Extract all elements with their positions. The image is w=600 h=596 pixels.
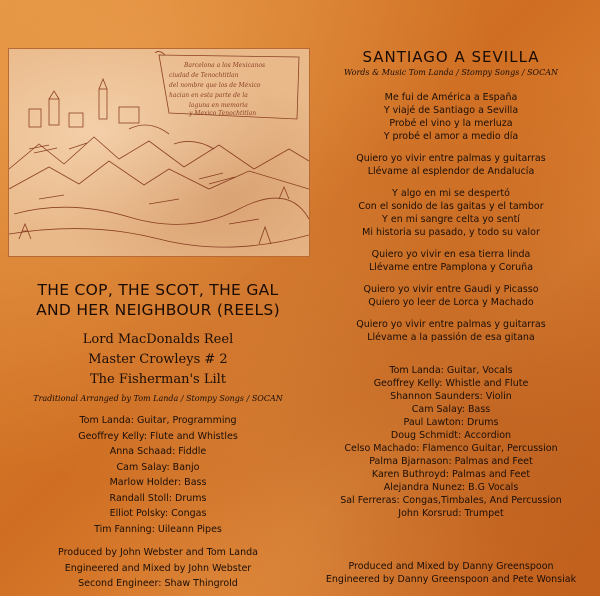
tune-title: The Fisherman's Lilt bbox=[90, 372, 226, 387]
reels-title-line-1: THE COP, THE SCOT, THE GAL bbox=[37, 281, 279, 299]
lyric-line: Y algo en mi se despertó bbox=[392, 188, 510, 199]
production-credit: Engineered and Mixed by John Webster bbox=[64, 562, 252, 574]
lyric-line: Quiero yo vivir entre palmas y guitarras bbox=[356, 153, 546, 164]
lyric-stanza bbox=[310, 283, 592, 309]
reels-credit: Traditional Arranged by Tom Landa / Stompy Songs / SOCAN bbox=[33, 394, 283, 403]
lyric-line: Me fui de América a España bbox=[384, 92, 518, 103]
musician-credit: Tom Landa: Guitar, Programming bbox=[79, 415, 237, 426]
lyric-line: Quiero yo leer de Lorca y Machado bbox=[368, 297, 534, 308]
musician-credit: John Korsrud: Trumpet bbox=[398, 508, 504, 519]
lyric-stanza bbox=[310, 248, 592, 274]
lyric-line: Y en mi sangre celta yo sentí bbox=[382, 214, 520, 225]
musician-credit: Paul Lawton: Drums bbox=[403, 417, 499, 428]
lyric-line: Llévame entre Pamplona y Coruña bbox=[368, 262, 534, 273]
reels-production-credits bbox=[8, 545, 308, 592]
song-title: SANTIAGO A SEVILLA bbox=[362, 48, 540, 66]
song-credit: Words & Music Tom Landa / Stompy Songs / SOCAN bbox=[343, 68, 559, 77]
reels-title bbox=[8, 280, 308, 320]
antique-engraving-image bbox=[8, 48, 310, 257]
musician-credit: Alejandra Nunez: B.G Vocals bbox=[383, 482, 519, 493]
musician-credit: Geoffrey Kelly: Whistle and Flute bbox=[373, 378, 529, 389]
lyric-line: Quiero yo vivir entre Gaudi y Picasso bbox=[363, 284, 539, 295]
production-credit: Produced and Mixed by Danny Greenspoon bbox=[348, 561, 554, 572]
musician-credit: Anna Schaad: Fiddle bbox=[109, 446, 207, 457]
musician-credit: Randall Stoll: Drums bbox=[109, 492, 207, 504]
song-section bbox=[310, 48, 592, 520]
lyric-stanza bbox=[310, 91, 592, 143]
musician-credit: Shannon Saunders: Violin bbox=[390, 391, 512, 402]
production-credit: Engineered by Danny Greenspoon and Pete Wonsiak bbox=[325, 574, 577, 585]
reels-musician-list bbox=[8, 413, 308, 537]
musician-credit: Cam Salay: Banjo bbox=[116, 461, 200, 473]
musician-credit: Marlow Holder: Bass bbox=[109, 477, 207, 488]
engraving-caption-4: hacian en esta parte de la bbox=[169, 92, 248, 99]
song-production-credits bbox=[310, 560, 592, 586]
lyric-line: Probé el vino y la merluza bbox=[389, 118, 513, 129]
engraving-caption-1: Barcelona a los Mexicanos bbox=[184, 62, 266, 69]
musician-credit: Palma Bjarnason: Palmas and Feet bbox=[369, 456, 533, 467]
lyric-stanza bbox=[310, 152, 592, 178]
lyric-line: Y probé el amor a medio día bbox=[383, 131, 519, 142]
lyric-stanza bbox=[310, 318, 592, 344]
musician-credit: Geoffrey Kelly: Flute and Whistles bbox=[78, 430, 238, 442]
musician-credit: Doug Schmidt: Accordion bbox=[390, 430, 512, 441]
musician-credit: Tom Landa: Guitar, Vocals bbox=[389, 365, 513, 376]
engraving-illustration bbox=[9, 49, 309, 256]
lyric-line: Quiero yo vivir entre palmas y guitarras bbox=[356, 319, 546, 330]
reels-title-line-2: AND HER NEIGHBOUR (REELS) bbox=[36, 301, 280, 319]
lyric-line: Quiero yo vivir en esa tierra linda bbox=[371, 249, 531, 260]
lyric-line: Con el sonido de las gaitas y el tambor bbox=[358, 201, 544, 212]
production-credit: Produced by John Webster and Tom Landa bbox=[58, 547, 258, 558]
lyric-line: Llévame a la passión de esa gitana bbox=[367, 332, 535, 343]
musician-credit: Cam Salay: Bass bbox=[411, 404, 491, 415]
engraving-caption-6: y Mexico Tenochtitlan bbox=[189, 110, 257, 117]
lyric-line: Mi historia su pasado, y todo su valor bbox=[362, 227, 540, 238]
engraving-caption-5: laguna en memoria bbox=[189, 102, 248, 109]
musician-credit: Elliot Polsky: Congas bbox=[109, 508, 207, 519]
tune-title: Lord MacDonalds Reel bbox=[82, 332, 234, 347]
lyric-line: Llévame al esplendor de Andalucía bbox=[367, 166, 535, 177]
tune-title: Master Crowleys # 2 bbox=[88, 352, 228, 367]
musician-credit: Tim Fanning: Uileann Pipes bbox=[94, 523, 222, 535]
engraving-caption-2: ciudad de Tenochtitlan bbox=[169, 72, 239, 79]
musician-credit: Sal Ferreras: Congas,Timbales, And Percussion bbox=[340, 495, 562, 506]
musician-credit: Karen Buthroyd: Palmas and Feet bbox=[371, 469, 531, 480]
reels-section bbox=[8, 280, 308, 537]
production-credit: Second Engineer: Shaw Thingrold bbox=[78, 578, 238, 589]
lyric-stanza bbox=[310, 187, 592, 239]
musician-credit: Celso Machado: Flamenco Guitar, Percussion bbox=[344, 443, 558, 454]
song-musician-list bbox=[310, 364, 592, 520]
lyric-line: Y viajé de Santiago a Sevilla bbox=[383, 105, 519, 116]
engraving-caption-3: del nombre que los de México bbox=[169, 82, 261, 89]
